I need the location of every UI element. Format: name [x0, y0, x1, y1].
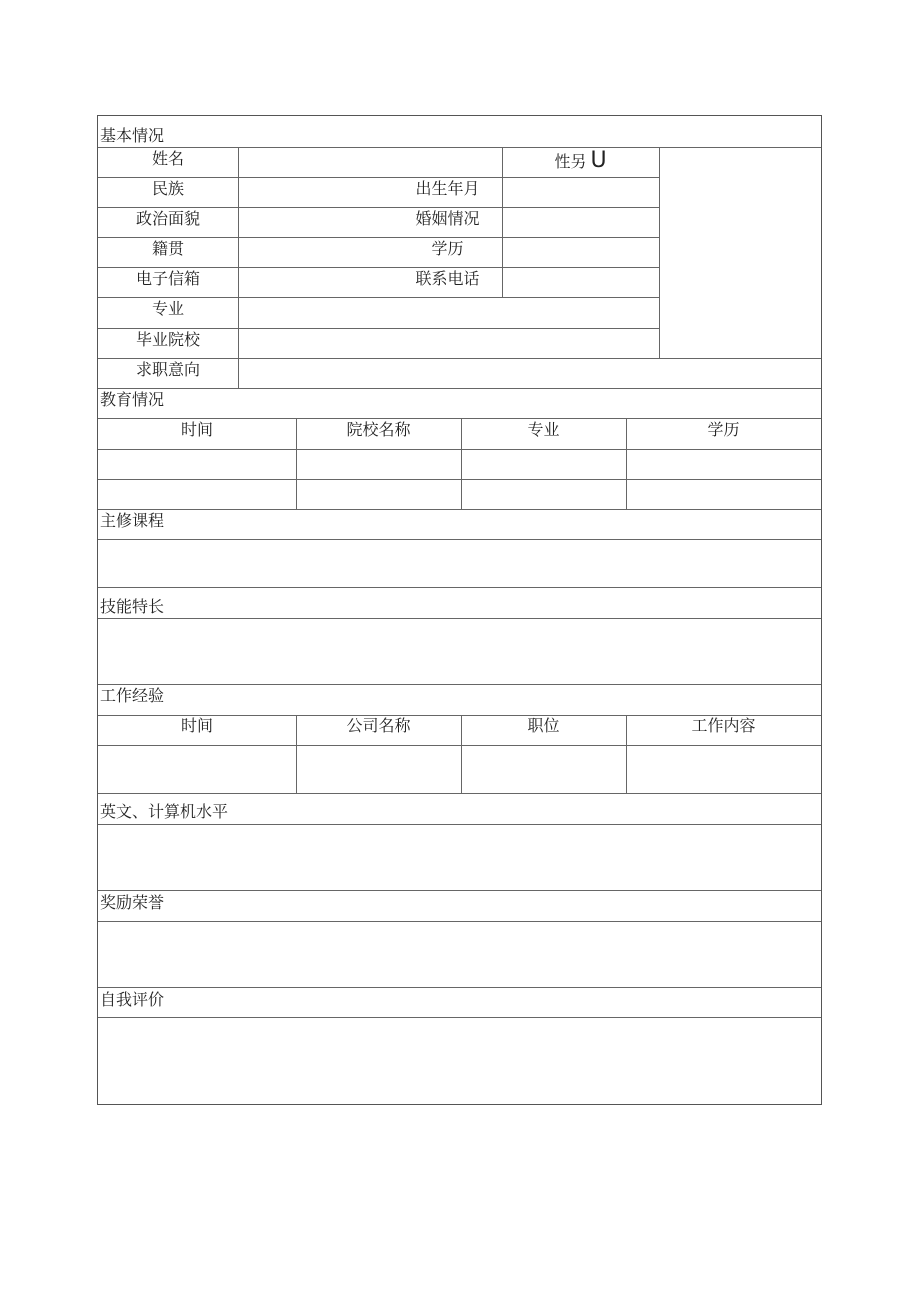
label-job-intention: 求职意向: [135, 360, 200, 379]
work-header-position: 职位: [527, 716, 560, 735]
label-education: 学历: [431, 239, 464, 258]
label-ethnicity: 民族: [151, 179, 184, 198]
section-self-evaluation: 自我评价: [100, 990, 165, 1009]
section-skills: 技能特长: [100, 597, 165, 616]
section-basic-info: 基本情况: [100, 126, 165, 145]
label-political-status: 政治面貌: [135, 209, 200, 228]
label-email: 电子信箱: [135, 269, 200, 288]
label-name: 姓名: [151, 149, 184, 168]
section-awards: 奖励荣誉: [100, 893, 165, 912]
work-header-content: 工作内容: [691, 716, 756, 735]
label-marital-status: 婚姻情况: [415, 209, 480, 228]
section-main-courses: 主修课程: [100, 511, 165, 530]
label-native-place: 籍贯: [151, 239, 184, 258]
section-work-experience: 工作经验: [100, 686, 165, 705]
edu-header-major: 专业: [527, 420, 560, 439]
edu-header-school: 院校名称: [346, 420, 411, 439]
label-phone: 联系电话: [415, 269, 480, 288]
label-major: 专业: [151, 299, 184, 318]
section-education: 教育情况: [100, 390, 165, 409]
edu-header-time: 时间: [180, 420, 213, 439]
resume-form: [97, 115, 822, 1105]
label-birth-date: 出生年月: [415, 179, 480, 198]
label-graduate-school: 毕业院校: [135, 330, 200, 349]
section-english-computer: 英文、计算机水平: [100, 802, 229, 821]
work-header-company: 公司名称: [346, 716, 411, 735]
work-header-time: 时间: [180, 716, 213, 735]
gender-value: U: [590, 148, 607, 173]
edu-header-degree: 学历: [707, 420, 740, 439]
label-gender: 性另 U: [554, 148, 607, 173]
